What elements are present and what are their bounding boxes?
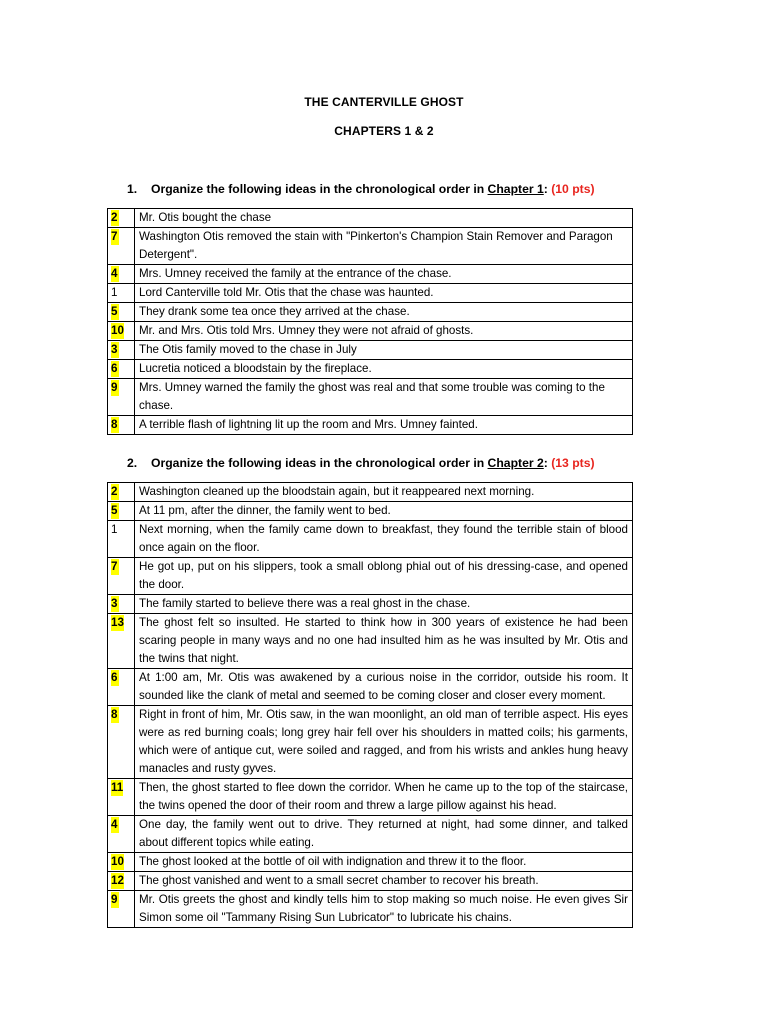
order-number: 6 bbox=[111, 362, 118, 375]
document-subtitle: CHAPTERS 1 & 2 bbox=[334, 124, 434, 138]
table-row bbox=[108, 853, 633, 872]
event-text: Lord Canterville told Mr. Otis that the chase was haunted. bbox=[135, 284, 633, 303]
order-number: 5 bbox=[111, 504, 118, 517]
order-number: 9 bbox=[111, 893, 118, 906]
table-row bbox=[108, 521, 633, 558]
order-number: 3 bbox=[111, 597, 118, 610]
order-number: 13 bbox=[111, 616, 124, 629]
order-number: 6 bbox=[111, 671, 118, 684]
event-text: Right in front of him, Mr. Otis saw, in the wan moonlight, an old man of terrible aspect. His eyes were as red burning coals; long grey hair fell over his shoulders in matted coils; his garments, which were of antique cut, were soiled and ragged, and from his wrists and ankles hung heavy manacles and rusty gyves. bbox=[135, 706, 633, 779]
table-row bbox=[108, 558, 633, 595]
document-title: THE CANTERVILLE GHOST bbox=[304, 95, 464, 109]
order-number: 7 bbox=[111, 560, 118, 573]
event-text: Mr. and Mrs. Otis told Mrs. Umney they were not afraid of ghosts. bbox=[135, 322, 633, 341]
order-number: 2 bbox=[111, 485, 118, 498]
event-text: At 1:00 am, Mr. Otis was awakened by a curious noise in the corridor, outside his room. It sounded like the clank of metal and seemed to be coming closer and closer every moment. bbox=[135, 669, 633, 706]
event-text: Mrs. Umney received the family at the entrance of the chase. bbox=[135, 265, 633, 284]
table-row bbox=[108, 284, 633, 303]
question-2-prefix: Organize the following ideas in the chronological order in bbox=[151, 456, 488, 470]
table-row bbox=[108, 706, 633, 779]
order-number-cell bbox=[108, 558, 135, 595]
order-number-cell bbox=[108, 360, 135, 379]
order-number: 3 bbox=[111, 343, 118, 356]
event-text: The ghost looked at the bottle of oil with indignation and threw it to the floor. bbox=[135, 853, 633, 872]
order-number: 8 bbox=[111, 418, 118, 431]
question-1-chapter: Chapter 1 bbox=[487, 182, 544, 196]
order-number-cell bbox=[108, 816, 135, 853]
order-number-cell bbox=[108, 379, 135, 416]
table-row bbox=[108, 416, 633, 435]
event-text: Mrs. Umney warned the family the ghost was real and that some trouble was coming to the chase. bbox=[135, 379, 633, 416]
question-2-colon: : bbox=[543, 456, 552, 470]
order-number: 2 bbox=[111, 211, 118, 224]
order-number-cell bbox=[108, 891, 135, 928]
order-number-cell bbox=[108, 341, 135, 360]
table-row bbox=[108, 614, 633, 669]
table-row bbox=[108, 502, 633, 521]
table-row bbox=[108, 891, 633, 928]
order-number-cell bbox=[108, 853, 135, 872]
order-number: 1 bbox=[111, 523, 118, 536]
chapter-2-order-table bbox=[107, 482, 633, 928]
question-1-colon: : bbox=[543, 182, 552, 196]
order-number-cell bbox=[108, 502, 135, 521]
event-text: He got up, put on his slippers, took a small oblong phial out of his dressing-case, and opened the door. bbox=[135, 558, 633, 595]
event-text: Lucretia noticed a bloodstain by the fireplace. bbox=[135, 360, 633, 379]
order-number: 4 bbox=[111, 267, 118, 280]
order-number-cell bbox=[108, 483, 135, 502]
chapter-1-order-table bbox=[107, 208, 633, 435]
order-number: 1 bbox=[111, 286, 118, 299]
event-text: Next morning, when the family came down to breakfast, they found the terrible stain of blood once again on the floor. bbox=[135, 521, 633, 558]
table-row bbox=[108, 228, 633, 265]
event-text: The family started to believe there was a real ghost in the chase. bbox=[135, 595, 633, 614]
table-row bbox=[108, 779, 633, 816]
order-number-cell bbox=[108, 614, 135, 669]
event-text: Washington cleaned up the bloodstain again, but it reappeared next morning. bbox=[135, 483, 633, 502]
event-text: Then, the ghost started to flee down the corridor. When he came up to the top of the staircase, the twins opened the door of their room and threw a large pillow against his head. bbox=[135, 779, 633, 816]
event-text: They drank some tea once they arrived at the chase. bbox=[135, 303, 633, 322]
order-number-cell bbox=[108, 303, 135, 322]
order-number-cell bbox=[108, 284, 135, 303]
order-number: 10 bbox=[111, 855, 124, 868]
order-number-cell bbox=[108, 209, 135, 228]
order-number-cell bbox=[108, 265, 135, 284]
table-row bbox=[108, 360, 633, 379]
order-number-cell bbox=[108, 706, 135, 779]
table-row bbox=[108, 872, 633, 891]
table-row bbox=[108, 669, 633, 706]
event-text: A terrible flash of lightning lit up the room and Mrs. Umney fainted. bbox=[135, 416, 633, 435]
event-text: Mr. Otis bought the chase bbox=[135, 209, 633, 228]
table-row bbox=[108, 379, 633, 416]
event-text: Washington Otis removed the stain with "Pinkerton's Champion Stain Remover and Paragon Detergent". bbox=[135, 228, 633, 265]
question-1-number: 1. bbox=[127, 182, 138, 196]
order-number-cell bbox=[108, 521, 135, 558]
question-2-chapter: Chapter 2 bbox=[487, 456, 544, 470]
order-number-cell bbox=[108, 872, 135, 891]
order-number: 7 bbox=[111, 230, 118, 243]
order-number-cell bbox=[108, 416, 135, 435]
order-number: 11 bbox=[111, 781, 124, 794]
event-text: The Otis family moved to the chase in July bbox=[135, 341, 633, 360]
order-number-cell bbox=[108, 669, 135, 706]
table-row bbox=[108, 265, 633, 284]
question-1-heading bbox=[127, 182, 595, 196]
question-1-points: (10 pts) bbox=[551, 182, 595, 196]
order-number-cell bbox=[108, 595, 135, 614]
table-row bbox=[108, 483, 633, 502]
event-text: At 11 pm, after the dinner, the family went to bed. bbox=[135, 502, 633, 521]
order-number: 12 bbox=[111, 874, 124, 887]
order-number: 4 bbox=[111, 818, 118, 831]
order-number: 5 bbox=[111, 305, 118, 318]
event-text: The ghost felt so insulted. He started to think how in 300 years of existence he had been scaring people in many ways and no one had insulted him as he was insulted by Mr. Otis and the twins that night. bbox=[135, 614, 633, 669]
table-row bbox=[108, 816, 633, 853]
order-number: 8 bbox=[111, 708, 118, 721]
order-number: 9 bbox=[111, 381, 118, 394]
order-number-cell bbox=[108, 322, 135, 341]
table-row bbox=[108, 322, 633, 341]
question-2-number: 2. bbox=[127, 456, 138, 470]
table-row bbox=[108, 341, 633, 360]
question-1-prefix: Organize the following ideas in the chronological order in bbox=[151, 182, 488, 196]
order-number-cell bbox=[108, 228, 135, 265]
order-number: 10 bbox=[111, 324, 124, 337]
event-text: Mr. Otis greets the ghost and kindly tells him to stop making so much noise. He even gives Sir Simon some oil "Tammany Rising Sun Lubricator" to lubricate his chains. bbox=[135, 891, 633, 928]
event-text: One day, the family went out to drive. They returned at night, had some dinner, and talked about different topics while eating. bbox=[135, 816, 633, 853]
event-text: The ghost vanished and went to a small secret chamber to recover his breath. bbox=[135, 872, 633, 891]
order-number-cell bbox=[108, 779, 135, 816]
question-2-heading bbox=[127, 456, 595, 470]
table-row bbox=[108, 209, 633, 228]
table-row bbox=[108, 303, 633, 322]
table-row bbox=[108, 595, 633, 614]
question-2-points: (13 pts) bbox=[551, 456, 595, 470]
